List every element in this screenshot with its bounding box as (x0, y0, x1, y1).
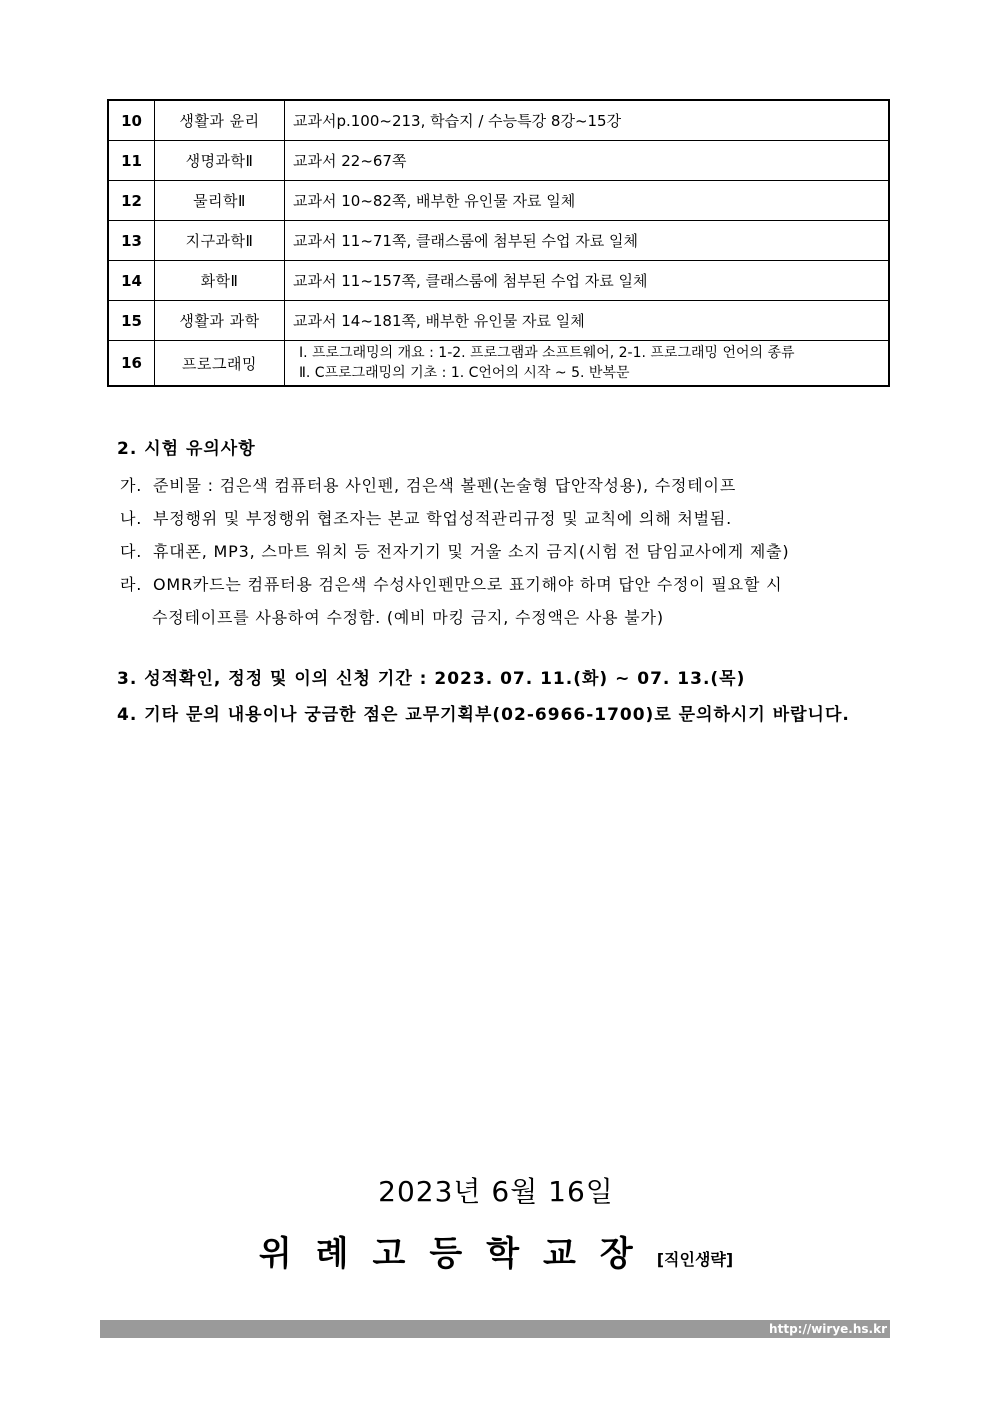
footer-bar (100, 1320, 890, 1338)
subject-name: 화학Ⅱ (155, 261, 285, 301)
row-number: 13 (108, 221, 155, 261)
table-row (108, 100, 889, 141)
exam-scope-line: 교과서 11~157쪽, 클래스룸에 첨부된 수업 자료 일체 (293, 272, 648, 290)
list-item-label: 나. (120, 509, 143, 528)
exam-scope-line: 교과서 22~67쪽 (293, 152, 407, 170)
subject-name: 물리학Ⅱ (155, 181, 285, 221)
table-row (108, 261, 889, 301)
list-item-text: 준비물 : 검은색 컴퓨터용 사인펜, 검은색 볼펜(논술형 답안작성용), 수정테이프 (153, 476, 737, 495)
exam-scope (285, 100, 890, 141)
exam-scope (285, 341, 890, 387)
row-number: 10 (108, 100, 155, 141)
exam-scope (285, 141, 890, 181)
subject-name: 지구과학Ⅱ (155, 221, 285, 261)
grade-check-period: 3. 성적확인, 정정 및 이의 신청 기간 : 2023. 07. 11.(화) ~ 07. 13.(목) (117, 669, 746, 689)
exam-scope-line: Ⅱ. C프로그래밍의 기초 : 1. C언어의 시작 ~ 5. 반복문 (299, 365, 630, 381)
document-date: 2023년 6월 16일 (378, 1175, 614, 1208)
exam-scope (285, 181, 890, 221)
subject-name: 생활과 윤리 (155, 100, 285, 141)
seal-omitted-note: [직인생략] (656, 1250, 734, 1269)
row-number: 15 (108, 301, 155, 341)
exam-scope (285, 301, 890, 341)
exam-note-continuation: 수정테이프를 사용하여 수정함. (예비 마킹 금지, 수정액은 사용 불가) (152, 608, 664, 627)
list-item-label: 가. (120, 476, 143, 495)
exam-notes-list (117, 469, 897, 601)
exam-scope-line: 교과서 10~82쪽, 배부한 유인물 자료 일체 (293, 192, 576, 210)
exam-scope-table (107, 99, 890, 387)
principal-name: 위례고등학교장 (258, 1234, 657, 1274)
list-item-text: OMR카드는 컴퓨터용 검은색 수성사인펜만으로 표기해야 하며 답안 수정이 필요할 시 (153, 575, 783, 594)
exam-scope-line: 교과서 14~181쪽, 배부한 유인물 자료 일체 (293, 312, 585, 330)
exam-scope (285, 261, 890, 301)
table-row (108, 301, 889, 341)
signer-block (0, 1226, 992, 1275)
exam-scope (285, 221, 890, 261)
table-row (108, 141, 889, 181)
table-row (108, 221, 889, 261)
row-number: 14 (108, 261, 155, 301)
exam-notes-title: 2. 시험 유의사항 (117, 439, 256, 459)
list-item-label: 다. (120, 542, 143, 561)
subject-name: 생명과학Ⅱ (155, 141, 285, 181)
table-row (108, 181, 889, 221)
row-number: 12 (108, 181, 155, 221)
table-row (108, 341, 889, 387)
list-item-label: 라. (120, 575, 143, 594)
row-number: 11 (108, 141, 155, 181)
list-item (117, 469, 897, 502)
list-item-text: 휴대폰, MP3, 스마트 워치 등 전자기기 및 거울 소지 금지(시험 전 담임교사에게 제출) (153, 542, 790, 561)
exam-scope-line: Ⅰ. 프로그래밍의 개요 : 1-2. 프로그램과 소프트웨어, 2-1. 프로그래밍 언어의 종류 (299, 345, 795, 361)
inquiry-contact: 4. 기타 문의 내용이나 궁금한 점은 교무기획부(02-6966-1700)로 문의하시기 바랍니다. (117, 705, 850, 725)
subject-name: 프로그래밍 (155, 341, 285, 387)
exam-scope-line: 교과서p.100~213, 학습지 / 수능특강 8강~15강 (293, 112, 622, 130)
exam-notes-section (117, 434, 897, 634)
subject-name: 생활과 과학 (155, 301, 285, 341)
footer-url: http://wirye.hs.kr (769, 1322, 887, 1336)
list-item (117, 535, 897, 568)
exam-scope-line: 교과서 11~71쪽, 클래스룸에 첨부된 수업 자료 일체 (293, 232, 638, 250)
list-item (117, 568, 897, 601)
exam-scope-table-body (108, 100, 889, 386)
list-item (117, 502, 897, 535)
list-item-text: 부정행위 및 부정행위 협조자는 본교 학업성적관리규정 및 교칙에 의해 처벌됨. (153, 509, 733, 528)
row-number: 16 (108, 341, 155, 387)
